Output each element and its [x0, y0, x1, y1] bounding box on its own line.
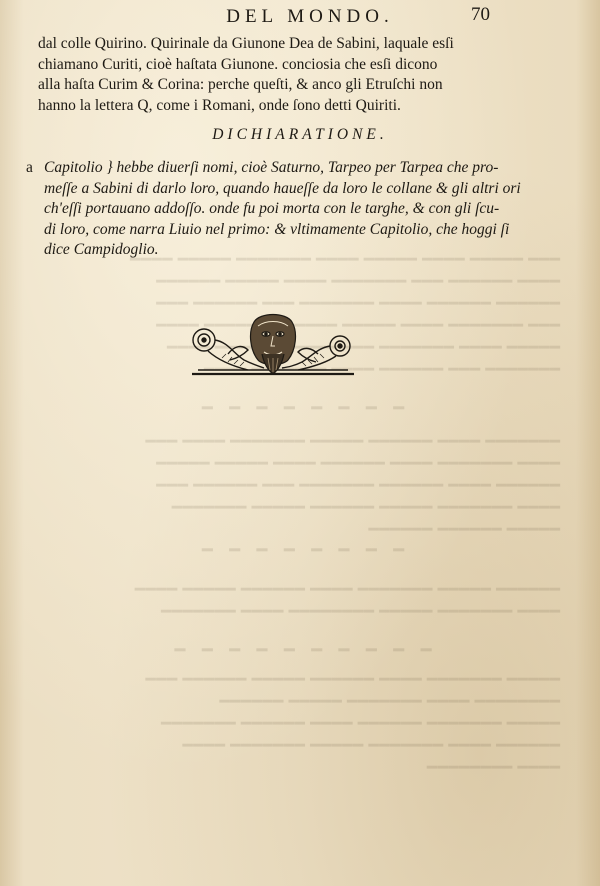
annotation-note [26, 158, 521, 261]
annotation-line: di loro, come narra Liuio nel primo: & vltimamente Capitolio, che hoggi ſi [44, 220, 510, 238]
body-line: chiamano Curiti, cioè haſtata Giunone. conciosia che esſi dicono [38, 55, 438, 73]
running-head: DEL MONDO. [226, 6, 394, 27]
woodcut-ornament-icon [188, 310, 358, 378]
body-line: dal colle Quirino. Quirinale da Giunone Dea de Sabini, laquale esſi [38, 35, 454, 52]
annotation-text: Capitolio } hebbe diuerſi nomi, cioè Saturno, Tarpeo per Tarpea che pro- [44, 159, 499, 176]
body-line: hanno la lettera Q, come i Romani, onde ſono detti Quiriti. [38, 96, 401, 114]
annotation-line: ch'eſſi portauano addoſſo. onde fu poi morta con le targhe, & con gli ſcu- [44, 200, 500, 218]
annotation-marker: a [26, 159, 33, 176]
annotation-line: dice Campidoglio. [44, 241, 159, 259]
show-through: ━━━ ━━━━━ ━━━━ ━━━━━ ━━━━ ━━━━━━━ ━━━━━ ━━━━ ━━━━ ━━━━━━ ━━━ ━━━━━━━ ━━━━ ━━━━━ ━━━━━━ ━━━━━━ ━━━━━━ ━━━━ ━━━━━━━ ━━━ ━━━━━━ ━━━ ━━━ ━━━━━━━ ━━━━ ━━━━━ ━━━━━ ━━━━━━━ ━━━━ ━━━━━ ━━━━ ━━━━━━━ ━━━ ━━━━━━ ━━━━━ ━━━━ ━━━━━━━ ━━━ ━━━━━━ ━━━━ ━━━━━━━ ━━━━ ━ ━ ━ ━ ━ ━ ━ ━ ━━━━━━━ ━━━━ ━━━━━━ ━━━━━ ━━━━━━━ ━━━━ ━━━ ━━━━ ━━━━━━━ ━━━━ ━━━━━━ ━━━━ ━━━━━ ━━━━━ ━━━━━━ ━━━━ ━━━━━━ ━━━━━━━ ━━━ ━━━━━━ ━━━ ━━━━ ━━━━━━━ ━━━━━ ━━━━━━ ━━━━━ ━━━━━━━ ━━━━━ ━━━━━━ ━━━━━━ ━ ━ ━ ━ ━ ━ ━ ━ ━━━━━━ ━━━━━ ━━━━━━━ ━━━━ ━━━━━━ ━━━━━ ━━━━ ━━━━ ━━━━━━━ ━━━━━ ━━━━━━━━ ━━━━ ━━━━━━━ ━ ━ ━ ━ ━ ━ ━ ━ ━ ━ ━━━━━ ━━━━━━━ ━━━━ ━━━━━━ ━━━━━ ━━━━━━ ━━━ ━━━━━━━━ ━━━━ ━━━━━━━ ━━━━━ ━━━━━━ ━━━━━ ━━━━━━━ ━━━━━━ ━━━━ ━━━━━━ ━━━━━━━ ━━━━━━ ━━━━ ━━━━━━━ ━━━━━ ━━━━━━━ ━━━━ ━━━━ ━━━━━━━━ [129, 250, 560, 777]
body-paragraph [38, 34, 508, 116]
body-line: alla haſta Curim & Corina: perche queſti, & anco gli Etruſchi non [38, 76, 443, 93]
annotation-line: meſſe a Sabini di darlo loro, quando haueſſe da loro le collane & gli altri ori [44, 179, 521, 197]
annotation-line [26, 158, 516, 179]
page-number: 70 [471, 4, 490, 25]
section-heading: DICHIARATIONE. [212, 126, 388, 143]
